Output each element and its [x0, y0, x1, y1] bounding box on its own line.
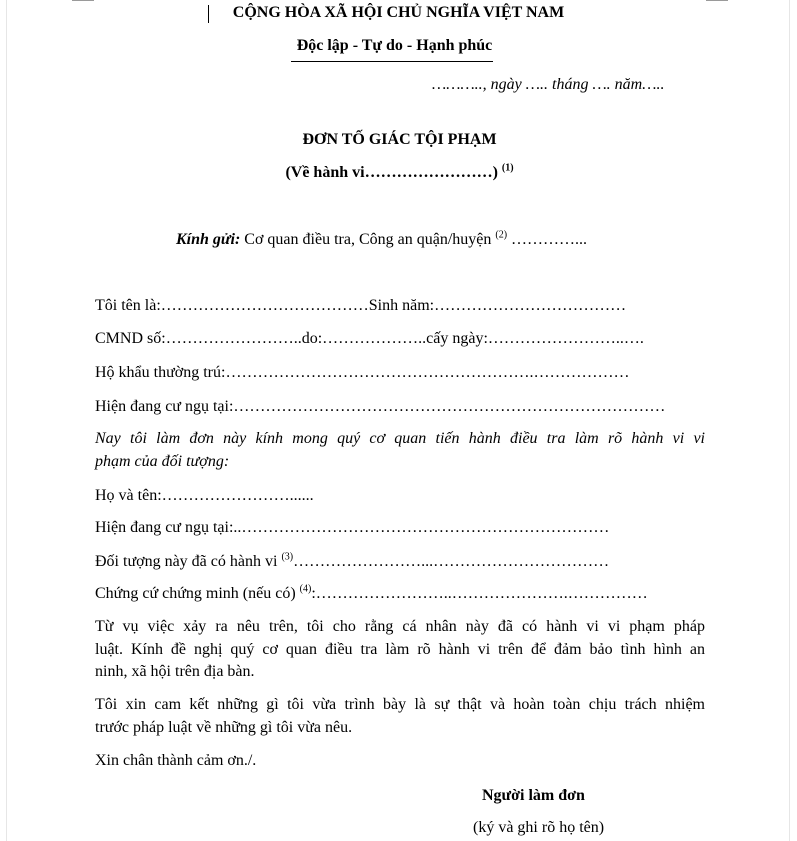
issued-date-blank: ……………………..….: [487, 330, 644, 347]
page-left-edge: [6, 0, 7, 841]
suspect-act-label: Đối tượng này đã có hành vi: [95, 553, 278, 570]
recipient-line: [176, 229, 587, 251]
signature-title: Người làm đơn: [482, 787, 585, 804]
form-subtitle: [1, 162, 797, 184]
commitment-paragraph: [95, 694, 705, 739]
current-residence-blank: ………………………………………………………………………: [233, 398, 666, 415]
suspect-residence-blank: ..……………………………………………………………: [233, 519, 610, 536]
request-line-1: Nay tôi làm đơn này kính mong quý cơ quan tiến hành điều tra làm rõ hành vi vi: [95, 430, 705, 447]
applicant-name-label: Tôi tên là:: [95, 297, 161, 314]
signature-note: (ký và ghi rõ họ tên): [473, 819, 605, 836]
evidence-row: [95, 583, 705, 605]
request-paragraph: [95, 428, 705, 473]
permanent-residence-row: [95, 362, 705, 384]
footnote-marker-1: (1): [501, 162, 514, 174]
evidence-label: Chứng cứ chứng minh (nếu có): [95, 585, 296, 602]
suspect-residence-row: [95, 517, 705, 539]
permanent-residence-blank: ………………………………………………….………………: [225, 364, 630, 381]
suspect-name-blank: ……………………......: [161, 487, 314, 504]
footnote-marker-3: (3): [281, 551, 294, 563]
applicant-name-row: [95, 295, 705, 317]
current-residence-label: Hiện đang cư ngụ tại:: [95, 398, 234, 415]
form-subtitle-text: (Về hành vi……………………): [285, 164, 498, 181]
birth-year-blank: ………………………………: [434, 297, 627, 314]
commitment-line-2: trước pháp luật về những gì tôi vừa nêu.: [95, 718, 353, 736]
applicant-name-blank: …………………………………: [160, 297, 369, 314]
evidence-blank: :……………………..………………….……………: [311, 585, 648, 602]
suspect-act-blank: ……………………...……………………………: [293, 553, 610, 570]
recipient-dots: …………...: [511, 231, 588, 248]
statement-line-2: luật. Kính đề nghị quý cơ quan điều tra làm rõ hành vi trên để đảm bảo tình hình an: [95, 640, 705, 658]
motto-underline: [291, 61, 493, 62]
issued-date-label: cấy ngày:: [426, 330, 488, 347]
motto: Độc lập - Tự do - Hạnh phúc: [296, 37, 493, 54]
permanent-residence-label: Hộ khẩu thường trú:: [95, 364, 226, 381]
suspect-act-row: [95, 551, 705, 573]
commitment-line-1: Tôi xin cam kết những gì tôi vừa trình bày là sự thật và hoàn toàn chịu trách nhiệm: [95, 696, 705, 713]
closing-line: Xin chân thành cảm ơn./.: [95, 752, 257, 769]
id-number-label: CMND số:: [95, 330, 166, 347]
footnote-marker-4: (4): [299, 583, 312, 595]
suspect-name-label: Họ và tên:: [95, 487, 162, 504]
corner-mark-left: [72, 0, 94, 1]
issued-by-label: do:: [301, 330, 323, 347]
recipient-text: Cơ quan điều tra, Công an quận/huyện: [244, 231, 492, 248]
statement-line-1: Từ vụ việc xảy ra nêu trên, tôi cho rằng cá nhân này đã có hành vi vi phạm pháp: [95, 618, 705, 635]
national-title: CỘNG HÒA XÃ HỘI CHỦ NGHĨA VIỆT NAM: [232, 4, 565, 21]
suspect-residence-label: Hiện đang cư ngụ tại:: [95, 519, 234, 536]
current-residence-row: [95, 396, 705, 418]
issued-by-blank: ………………..: [322, 330, 427, 347]
request-line-2: phạm của đối tượng:: [95, 452, 230, 470]
corner-mark-right: [706, 0, 728, 1]
page-right-edge: [789, 0, 790, 841]
suspect-name-row: [95, 485, 705, 507]
statement-paragraph: [95, 616, 705, 684]
form-title: ĐƠN TỐ GIÁC TỘI PHẠM: [302, 131, 497, 148]
statement-line-3: ninh, xã hội trên địa bàn.: [95, 663, 255, 680]
birth-year-label: Sinh năm:: [368, 297, 435, 314]
recipient-label: Kính gửi:: [176, 231, 241, 248]
id-number-blank: ……………………..: [165, 330, 302, 347]
footnote-marker-2: (2): [495, 229, 508, 241]
date-line: ……….., ngày ….. tháng …. năm…..: [432, 76, 665, 93]
id-card-row: [95, 328, 705, 350]
